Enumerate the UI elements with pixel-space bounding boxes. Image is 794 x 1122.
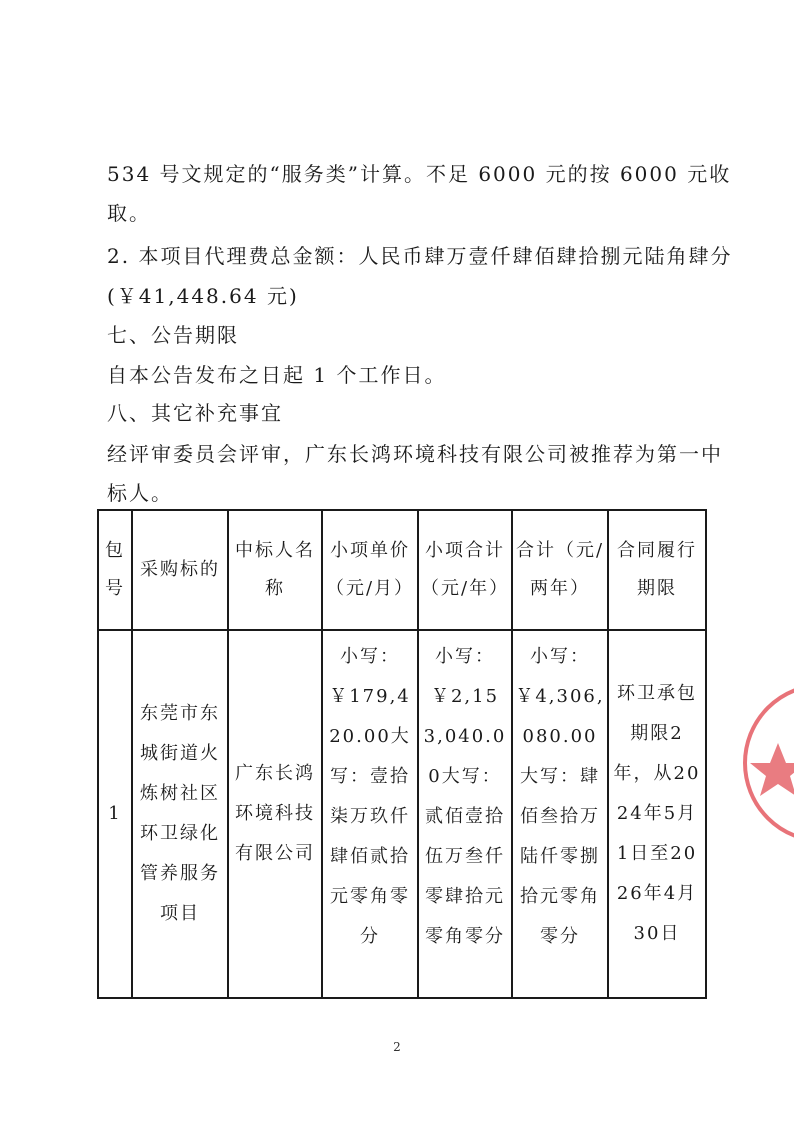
header-annual-total: 小项合计（元/年） <box>418 510 512 630</box>
cell-grand-total: 小写：￥4,306,080.00大写：肆佰叁拾万陆仟零捌拾元零角零分 <box>512 630 608 998</box>
paragraph-line-3: 2. 本项目代理费总金额：人民币肆万壹仟肆佰肆拾捌元陆角肆分 <box>107 244 733 268</box>
paragraph-line-4: (￥41,448.64 元) <box>107 284 299 308</box>
paragraph-line-1: 534 号文规定的“服务类”计算。不足 6000 元的按 6000 元收 <box>107 162 732 186</box>
table-header-row <box>98 510 706 630</box>
header-unit-price: 小项单价（元/月） <box>322 510 418 630</box>
paragraph-line-6: 自本公告发布之日起 1 个工作日。 <box>107 363 447 387</box>
paragraph-line-9: 标人。 <box>107 481 173 505</box>
page-number: 2 <box>393 1040 401 1054</box>
header-grand-total: 合计（元/两年） <box>512 510 608 630</box>
paragraph-line-8: 经评审委员会评审，广东长鸿环境科技有限公司被推荐为第一中 <box>107 442 723 466</box>
header-winner: 中标人名称 <box>228 510 322 630</box>
header-subject: 采购标的 <box>132 510 228 630</box>
table-row <box>98 630 706 998</box>
cell-period: 环卫承包期限2年，从2024年5月1日至2026年4月30日 <box>608 630 706 998</box>
header-package: 包号 <box>98 510 132 630</box>
paragraph-line-2: 取。 <box>107 201 151 225</box>
cell-annual-total: 小写：￥2,153,040.00大写：贰佰壹拾伍万叁仟零肆拾元零角零分 <box>418 630 512 998</box>
cell-package: 1 <box>98 630 132 998</box>
section-heading-8: 八、其它补充事宜 <box>107 401 283 425</box>
award-table <box>97 509 707 999</box>
header-period: 合同履行期限 <box>608 510 706 630</box>
cell-unit-price: 小写：￥179,420.00大写：壹拾柒万玖仟肆佰贰拾元零角零分 <box>322 630 418 998</box>
cell-winner: 广东长鸿环境科技有限公司 <box>228 630 322 998</box>
official-seal-icon <box>738 678 794 848</box>
seal-star-icon <box>750 743 794 796</box>
section-heading-7: 七、公告期限 <box>107 323 239 347</box>
cell-subject: 东莞市东城街道火炼树社区环卫绿化管养服务项目 <box>132 630 228 998</box>
